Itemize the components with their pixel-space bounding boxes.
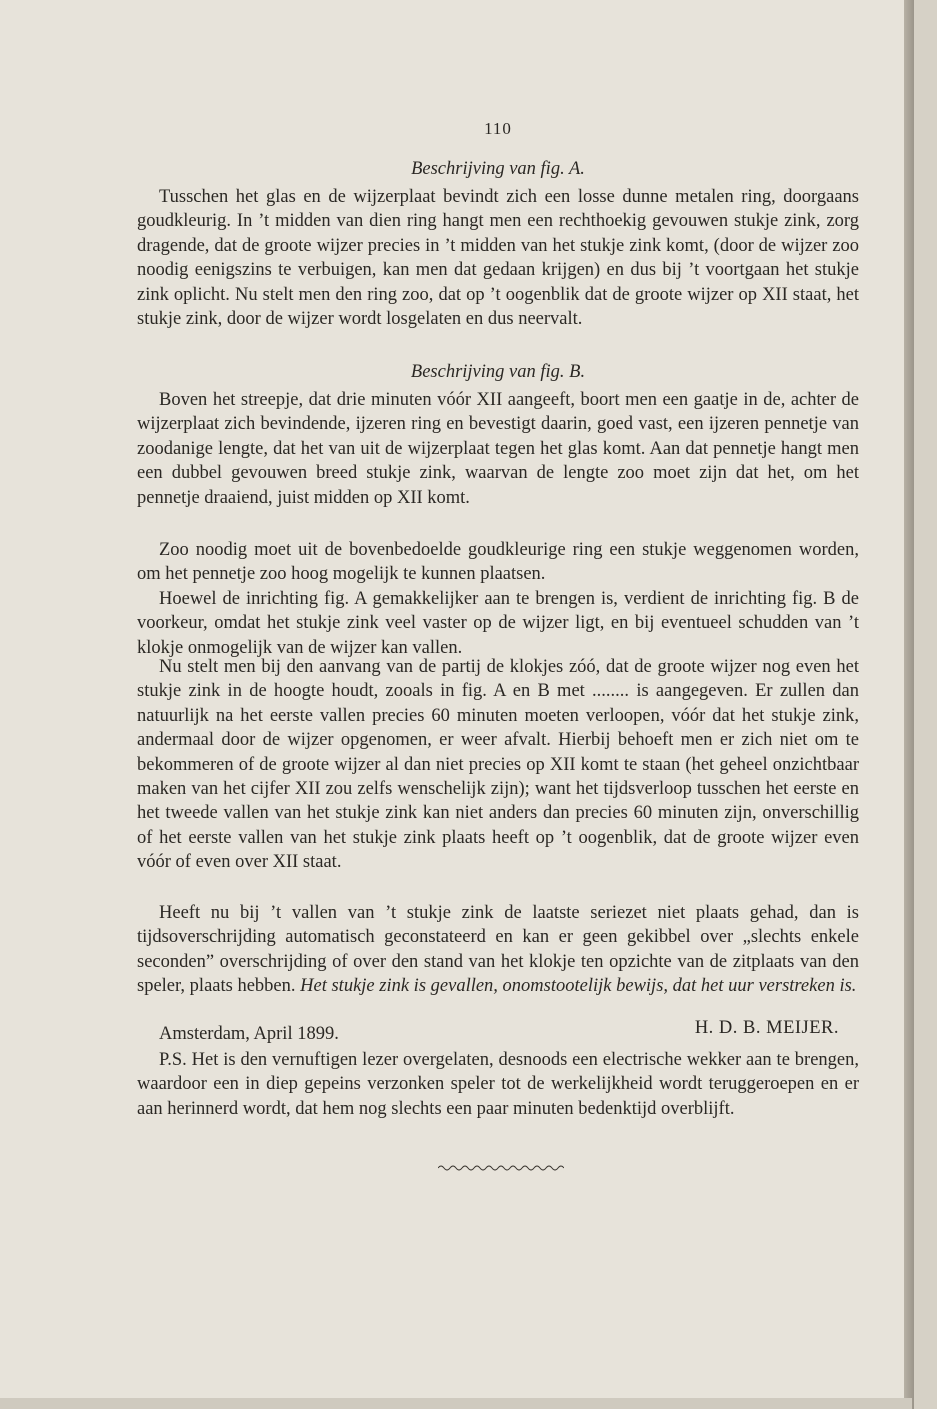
page-edge-shadow <box>904 0 914 1409</box>
closing-ornament <box>438 1163 564 1173</box>
next-page-edge <box>914 0 937 1409</box>
section-b-paragraph-4: Nu stelt men bij den aanvang van de partij de klokjes zóó, dat de groote wijzer nog even het stukje zink in de hoogte houdt, zooals in fig. A en B met ........ is aangegeven. Er zullen dan natuurlijk na het eerste vallen precies 60 minuten moeten verloopen, vóór dat het stukje zink, andermaal door de wijzer opgenomen, er weer afvalt. Hierbij behoeft men er zich niet om te bekommeren of de groote wijzer al dan niet precies op XII komt te staan (het geheel onzichtbaar maken van het cijfer XII zou zelfs wenschelijk zijn); want het tijdsverloop tusschen het eerste en het tweede vallen van het stukje zink kan niet anders dan precies 60 minuten zijn, onverschillig of het eerste vallen van het stukje zink plaats heeft op ’t oogenblik, dat de groote wijzer even vóór of even over XII staat. <box>137 657 859 873</box>
page-bottom-edge <box>0 1398 912 1409</box>
section-a-paragraph: Tusschen het glas en de wijzerplaat bevindt zich een losse dunne metalen ring, doorgaans goudkleurig. In ’t midden van dien ring hangt men een rechthoekig gevouwen stukje zink, zorg dragende, dat de groote wijzer precies in ’t midden van het stukje zink komt, (door de wijzer zoo noodig eenigszins te verbuigen, kan men dat gedaan krijgen) en dus bij ’t voortgaan het stukje zink oplicht. Nu stelt men den ring zoo, dat op ’t oogenblik dat de groote wijzer op XII staat, het stukje zink, door de wijzer wordt losgelaten en dus neervalt. <box>137 187 859 330</box>
section-b-paragraph-5-text: Heeft nu bij ’t vallen van ’t stukje zink de laatste seriezet niet plaats gehad, dan is tijdsoverschrijding automatisch geconstateerd en kan er geen gekibbel over „slechts enkele seconden” overschrijding of over den stand van het klokje ten opzichte van de zitplaats van den speler, plaats hebben. <box>137 903 859 997</box>
signature-name: H. D. B. MEIJER. <box>694 1018 839 1038</box>
section-a-heading: Beschrijving van fig. A. <box>411 159 585 179</box>
section-b-paragraph-5-italic: Het stukje zink is gevallen, onomstootelijk bewijs, dat het uur verstreken is. <box>300 976 857 997</box>
section-b-paragraph-5 <box>137 901 859 999</box>
section-b-paragraph-1: Boven het streepje, dat drie minuten vóór XII aangeeft, boort men een gaatje in de, achter de wijzerplaat zich bevindende, ijzeren ring en bevestigt daarin, goed vast, een ijzeren pennetje van zoodanige lengte, dat het van uit de wijzerplaat tegen het glas komt. Aan dat pennetje hangt men een dubbel gevouwen breed stukje zink, waarvan de lengte zoo moet zijn dat het, om het pennetje draaiend, juist midden op XII komt. <box>137 390 859 508</box>
signature-place-date: Amsterdam, April 1899. <box>159 1024 339 1044</box>
section-b-paragraph-3: Hoewel de inrichting fig. A gemakkelijker aan te brengen is, verdient de inrichting fig. B de voorkeur, omdat het stukje zink veel vaster op de wijzer ligt, en bij eventueel schudden van ’t klokje onmogelijk van de wijzer kan vallen. <box>137 589 859 658</box>
postscript-paragraph: P.S. Het is den vernuftigen lezer overgelaten, desnoods een electrische wekker aan te brengen, waardoor een in diep gepeins verzonken speler tot de werkelijkheid wordt teruggeroepen en er aan herinnerd wordt, dat hem nog slechts een paar minuten bedenktijd overblijft. <box>137 1050 859 1119</box>
page-number: 110 <box>484 119 512 138</box>
section-b-heading: Beschrijving van fig. B. <box>410 362 586 382</box>
section-b-paragraph-2: Zoo noodig moet uit de bovenbedoelde goudkleurige ring een stukje weggenomen worden, om het pennetje zoo hoog mogelijk te kunnen plaatsen. <box>137 540 859 585</box>
